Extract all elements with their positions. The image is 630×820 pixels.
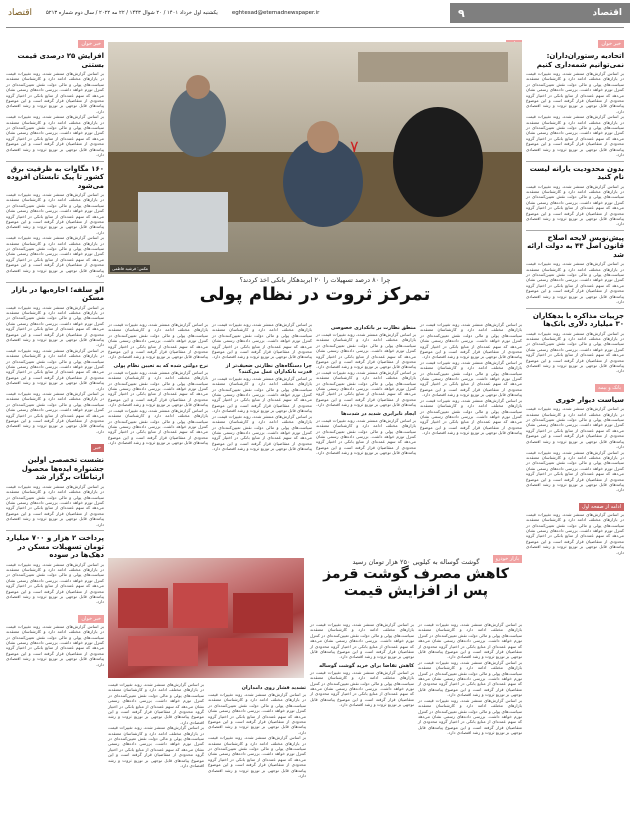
top-story-sub-4: ایجاد نابرابری شدید در شدت‌ها (341, 410, 416, 417)
bank-scene-illustration (108, 42, 522, 274)
top-story-body-1b: بر اساس گزارش‌های منتشر شده، روند تغییرات قیمت در بازارهای مختلف ادامه دارد و کارشناسان معتقدند سیاست‌های پولی و مالی دولت نقش تعیین‌کننده‌ای در کنترل تورم خواهد داشت. بررسی داده‌های رسمی نشان می‌دهد که سهم عمده‌ای از منابع بانکی در اختیار گروه محدودی از متقاضیان قرار گرفته است و این موضوع پیامدهای قابل توجهی بر توزیع ثروت و رشد اقتصادی دارد. (420, 359, 522, 398)
meat-story-body-3: بر اساس گزارش‌های منتشر شده، روند تغییرات قیمت در بازارهای مختلف ادامه دارد و کارشناسان معتقدند سیاست‌های پولی و مالی دولت نقش تعیین‌کننده‌ای در کنترل تورم خواهد داشت. بررسی داده‌های رسمی نشان می‌دهد که سهم عمده‌ای از منابع بانکی در اختیار گروه محدودی از متقاضیان قرار گرفته است و این موضوع پیامدهای قابل توجهی بر توزیع ثروت و رشد اقتصادی دارد. (208, 692, 306, 735)
top-story-col-2 (316, 322, 416, 554)
meat-story-kicker: گوشت گوساله به کیلویی ۲۵۰ هزار تومان رسید (352, 558, 480, 566)
left-body-5: بر اساس گزارش‌های منتشر شده، روند تغییرات قیمت در بازارهای مختلف ادامه دارد و کارشناسان معتقدند سیاست‌های پولی و مالی دولت نقش تعیین‌کننده‌ای در کنترل تورم خواهد داشت. بررسی داده‌های رسمی نشان می‌دهد که سهم عمده‌ای از منابع بانکی در اختیار گروه محدودی از متقاضیان قرار گرفته است و این موضوع پیامدهای قابل توجهی بر توزیع ثروت و رشد اقتصادی دارد. (6, 561, 104, 605)
meat-story-col-4 (108, 682, 204, 814)
right-headline-3: پیش‌نویس لایحه اصلاح قانون اصل ۴۴ به دولت ارائه شد (527, 233, 624, 259)
top-story-body-3c: بر اساس گزارش‌های منتشر شده، روند تغییرات قیمت در بازارهای مختلف ادامه دارد و کارشناسان معتقدند سیاست‌های پولی و مالی دولت نقش تعیین‌کننده‌ای در کنترل تورم خواهد داشت. بررسی داده‌های رسمی نشان می‌دهد که سهم عمده‌ای از منابع بانکی در اختیار گروه محدودی از متقاضیان قرار گرفته است و این موضوع پیامدهای قابل توجهی بر توزیع ثروت و رشد اقتصادی دارد. (212, 413, 312, 452)
divider (526, 230, 624, 231)
top-story-sub-3: نرخ دولتی شده که به تعیین نظام پولی (113, 362, 208, 369)
left-column (6, 30, 104, 815)
section-title: اقتصاد (592, 8, 622, 18)
meat-story-headline-1: کاهش مصرف گوشت قرمز (323, 566, 509, 582)
top-rule (6, 27, 624, 28)
left-headline-5: پرداخت ۲ هزار و ۷۰۰ میلیارد تومان تسهیلات مسکن در دهک‌ها در سوده (6, 534, 104, 559)
divider (6, 282, 104, 283)
meat-story-body-1: بر اساس گزارش‌های منتشر شده، روند تغییرات قیمت در بازارهای مختلف ادامه دارد و کارشناسان معتقدند سیاست‌های پولی و مالی دولت نقش تعیین‌کننده‌ای در کنترل تورم خواهد داشت. بررسی داده‌های رسمی نشان می‌دهد که سهم عمده‌ای از منابع بانکی در اختیار گروه محدودی از متقاضیان قرار گرفته است و این موضوع پیامدهای قابل توجهی بر توزیع ثروت و رشد اقتصادی دارد. (418, 622, 522, 660)
meat-story-body-4b: بر اساس گزارش‌های منتشر شده، روند تغییرات قیمت در بازارهای مختلف ادامه دارد و کارشناسان معتقدند سیاست‌های پولی و مالی دولت نقش تعیین‌کننده‌ای در کنترل تورم خواهد داشت. بررسی داده‌های رسمی نشان می‌دهد که سهم عمده‌ای از منابع بانکی در اختیار گروه محدودی از متقاضیان قرار گرفته است و این موضوع پیامدهای قابل توجهی بر توزیع ثروت و رشد اقتصادی دارد. (108, 725, 204, 769)
top-story-body-3: بر اساس گزارش‌های منتشر شده، روند تغییرات قیمت در بازارهای مختلف ادامه دارد و کارشناسان معتقدند سیاست‌های پولی و مالی دولت نقش تعیین‌کننده‌ای در کنترل تورم خواهد داشت. بررسی داده‌های رسمی نشان می‌دهد که سهم عمده‌ای از منابع بانکی در اختیار گروه محدودی از متقاضیان قرار گرفته است و این موضوع پیامدهای قابل توجهی بر توزیع ثروت و رشد اقتصادی دارد. (212, 322, 312, 360)
right-headline-4: جزییات مذاکره با بدهکاران ۳۰ میلیارد دلاری بانک‌ها (532, 311, 624, 328)
meat-story-body-1c: بر اساس گزارش‌های منتشر شده، روند تغییرات قیمت در بازارهای مختلف ادامه دارد و کارشناسان معتقدند سیاست‌های پولی و مالی دولت نقش تعیین‌کننده‌ای در کنترل تورم خواهد داشت. بررسی داده‌های رسمی نشان می‌دهد که سهم عمده‌ای از منابع بانکی در اختیار گروه محدودی از متقاضیان قرار گرفته است و این موضوع پیامدهای قابل توجهی بر توزیع ثروت و رشد اقتصادی دارد. (418, 697, 522, 736)
right-body-5: بر اساس گزارش‌های منتشر شده، روند تغییرات قیمت در بازارهای مختلف ادامه دارد و کارشناسان معتقدند سیاست‌های پولی و مالی دولت نقش تعیین‌کننده‌ای در کنترل تورم خواهد داشت. بررسی داده‌های رسمی نشان می‌دهد که سهم عمده‌ای از منابع بانکی در اختیار گروه محدودی از متقاضیان قرار گرفته است و این موضوع پیامدهای قابل توجهی بر توزیع ثروت و رشد اقتصادی دارد. (526, 406, 624, 450)
divider (6, 161, 104, 162)
left-body-3b: بر اساس گزارش‌های منتشر شده، روند تغییرات قیمت در بازارهای مختلف ادامه دارد و کارشناسان معتقدند سیاست‌های پولی و مالی دولت نقش تعیین‌کننده‌ای در کنترل تورم خواهد داشت. بررسی داده‌های رسمی نشان می‌دهد که سهم عمده‌ای از منابع بانکی در اختیار گروه محدودی از متقاضیان قرار گرفته است و این موضوع پیامدهای قابل توجهی بر توزیع ثروت و رشد اقتصادی دارد. (6, 347, 104, 391)
divider (526, 161, 624, 162)
meat-story-body-2b: بر اساس گزارش‌های منتشر شده، روند تغییرات قیمت در بازارهای مختلف ادامه دارد و کارشناسان معتقدند سیاست‌های پولی و مالی دولت نقش تعیین‌کننده‌ای در کنترل تورم خواهد داشت. بررسی داده‌های رسمی نشان می‌دهد که سهم عمده‌ای از منابع بانکی در اختیار گروه محدودی از متقاضیان قرار گرفته است و این موضوع پیامدهای قابل توجهی بر توزیع ثروت و رشد اقتصادی دارد. (310, 669, 414, 708)
right-body-2: بر اساس گزارش‌های منتشر شده، روند تغییرات قیمت در بازارهای مختلف ادامه دارد و کارشناسان معتقدند سیاست‌های پولی و مالی دولت نقش تعیین‌کننده‌ای در کنترل تورم خواهد داشت. بررسی داده‌های رسمی نشان می‌دهد که سهم عمده‌ای از منابع بانکی در اختیار گروه محدودی از متقاضیان قرار گرفته است و این موضوع پیامدهای قابل توجهی بر توزیع ثروت و رشد اقتصادی دارد. (526, 183, 624, 227)
meat-story-body-4: بر اساس گزارش‌های منتشر شده، روند تغییرات قیمت در بازارهای مختلف ادامه دارد و کارشناسان معتقدند سیاست‌های پولی و مالی دولت نقش تعیین‌کننده‌ای در کنترل تورم خواهد داشت. بررسی داده‌های رسمی نشان می‌دهد که سهم عمده‌ای از منابع بانکی در اختیار گروه محدودی از متقاضیان قرار گرفته است و این موضوع پیامدهای قابل توجهی بر توزیع ثروت و رشد اقتصادی دارد. (108, 682, 204, 725)
right-body-4: بر اساس گزارش‌های منتشر شده، روند تغییرات قیمت در بازارهای مختلف ادامه دارد و کارشناسان معتقدند سیاست‌های پولی و مالی دولت نقش تعیین‌کننده‌ای در کنترل تورم خواهد داشت. بررسی داده‌های رسمی نشان می‌دهد که سهم عمده‌ای از منابع بانکی در اختیار گروه محدودی از متقاضیان قرار گرفته است و این موضوع پیامدهای قابل توجهی بر توزیع ثروت و رشد اقتصادی دارد. (526, 330, 624, 374)
divider (6, 530, 104, 531)
right-body-3: بر اساس گزارش‌های منتشر شده، روند تغییرات قیمت در بازارهای مختلف ادامه دارد و کارشناسان معتقدند سیاست‌های پولی و مالی دولت نقش تعیین‌کننده‌ای در کنترل تورم خواهد داشت. بررسی داده‌های رسمی نشان می‌دهد که سهم عمده‌ای از منابع بانکی در اختیار گروه محدودی از متقاضیان قرار گرفته است و این موضوع پیامدهای قابل توجهی بر توزیع ثروت و رشد اقتصادی دارد. (526, 261, 624, 305)
right-headline-2: بدون محدودیت یارانه لیست نام کنید (529, 164, 624, 181)
left-tag-2: خبر (91, 444, 104, 452)
section-banner (450, 3, 630, 23)
left-body-2b: بر اساس گزارش‌های منتشر شده، روند تغییرات قیمت در بازارهای مختلف ادامه دارد و کارشناسان معتقدند سیاست‌های پولی و مالی دولت نقش تعیین‌کننده‌ای در کنترل تورم خواهد داشت. بررسی داده‌های رسمی نشان می‌دهد که سهم عمده‌ای از منابع بانکی در اختیار گروه محدودی از متقاضیان قرار گرفته است و این موضوع پیامدهای قابل توجهی بر توزیع ثروت و رشد اقتصادی دارد. (6, 235, 104, 279)
right-tag-1: خبر خوان (598, 40, 624, 48)
svg-text:۷: ۷ (350, 137, 359, 156)
meat-story-body-3b: بر اساس گزارش‌های منتشر شده، روند تغییرات قیمت در بازارهای مختلف ادامه دارد و کارشناسان معتقدند سیاست‌های پولی و مالی دولت نقش تعیین‌کننده‌ای در کنترل تورم خواهد داشت. بررسی داده‌های رسمی نشان می‌دهد که سهم عمده‌ای از منابع بانکی در اختیار گروه محدودی از متقاضیان قرار گرفته است و این موضوع پیامدهای قابل توجهی بر توزیع ثروت و رشد اقتصادی دارد. (208, 735, 306, 779)
top-story-photo (108, 42, 522, 274)
top-story-col-1 (420, 322, 522, 554)
left-body-1b: بر اساس گزارش‌های منتشر شده، روند تغییرات قیمت در بازارهای مختلف ادامه دارد و کارشناسان معتقدند سیاست‌های پولی و مالی دولت نقش تعیین‌کننده‌ای در کنترل تورم خواهد داشت. بررسی داده‌های رسمی نشان می‌دهد که سهم عمده‌ای از منابع بانکی در اختیار گروه محدودی از متقاضیان قرار گرفته است و این موضوع پیامدهای قابل توجهی بر توزیع ثروت و رشد اقتصادی دارد. (6, 114, 104, 158)
top-story-tag-wrap (500, 30, 522, 40)
top-story-body-1: بر اساس گزارش‌های منتشر شده، روند تغییرات قیمت در بازارهای مختلف ادامه دارد و کارشناسان معتقدند سیاست‌های پولی و مالی دولت نقش تعیین‌کننده‌ای در کنترل تورم خواهد داشت. بررسی داده‌های رسمی نشان می‌دهد که سهم عمده‌ای از منابع بانکی در اختیار گروه محدودی از متقاضیان قرار گرفته است و این موضوع پیامدهای قابل توجهی بر توزیع ثروت و رشد اقتصادی دارد. (420, 322, 522, 360)
left-body-3c: بر اساس گزارش‌های منتشر شده، روند تغییرات قیمت در بازارهای مختلف ادامه دارد و کارشناسان معتقدند سیاست‌های پولی و مالی دولت نقش تعیین‌کننده‌ای در کنترل تورم خواهد داشت. بررسی داده‌های رسمی نشان می‌دهد که سهم عمده‌ای از منابع بانکی در اختیار گروه محدودی از متقاضیان قرار گرفته است و این موضوع پیامدهای قابل توجهی بر توزیع ثروت و رشد اقتصادی دارد. (6, 391, 104, 434)
meat-story-col-3 (208, 682, 306, 814)
right-body-1: بر اساس گزارش‌های منتشر شده، روند تغییرات قیمت در بازارهای مختلف ادامه دارد و کارشناسان معتقدند سیاست‌های پولی و مالی دولت نقش تعیین‌کننده‌ای در کنترل تورم خواهد داشت. بررسی داده‌های رسمی نشان می‌دهد که سهم عمده‌ای از منابع بانکی در اختیار گروه محدودی از متقاضیان قرار گرفته است و این موضوع پیامدهای قابل توجهی بر توزیع ثروت و رشد اقتصادی دارد. (526, 71, 624, 114)
top-story-body-1c: بر اساس گزارش‌های منتشر شده، روند تغییرات قیمت در بازارهای مختلف ادامه دارد و کارشناسان معتقدند سیاست‌های پولی و مالی دولت نقش تعیین‌کننده‌ای در کنترل تورم خواهد داشت. بررسی داده‌های رسمی نشان می‌دهد که سهم عمده‌ای از منابع بانکی در اختیار گروه محدودی از متقاضیان قرار گرفته است و این موضوع پیامدهای قابل توجهی بر توزیع ثروت و رشد اقتصادی دارد. (420, 397, 522, 436)
top-story-body-3b: بر اساس گزارش‌های منتشر شده، روند تغییرات قیمت در بازارهای مختلف ادامه دارد و کارشناسان معتقدند سیاست‌های پولی و مالی دولت نقش تعیین‌کننده‌ای در کنترل تورم خواهد داشت. بررسی داده‌های رسمی نشان می‌دهد که سهم عمده‌ای از منابع بانکی در اختیار گروه محدودی از متقاضیان قرار گرفته است و این موضوع پیامدهای قابل توجهی بر توزیع ثروت و رشد اقتصادی دارد. (212, 375, 312, 414)
right-tag-2: بانک و بیمه (595, 384, 624, 392)
top-story-body-2: بر اساس گزارش‌های منتشر شده، روند تغییرات قیمت در بازارهای مختلف ادامه دارد و کارشناسان معتقدند سیاست‌های پولی و مالی دولت نقش تعیین‌کننده‌ای در کنترل تورم خواهد داشت. بررسی داده‌های رسمی نشان می‌دهد که سهم عمده‌ای از منابع بانکی در اختیار گروه محدودی از متقاضیان قرار گرفته است و این موضوع پیامدهای قابل توجهی بر توزیع ثروت و رشد اقتصادی دارد. (316, 332, 416, 370)
right-headline-1: اتحادیه رستوران‌داران: نمی‌توانیم شمه‌داری کنیم (536, 52, 624, 69)
page-number: ۹ (458, 6, 465, 20)
top-story-col-4 (108, 322, 208, 554)
meat-story-sub-2: کاهش تقاضا برای خرید گوشت گوساله (319, 662, 414, 669)
top-story-body-2c: بر اساس گزارش‌های منتشر شده، روند تغییرات قیمت در بازارهای مختلف ادامه دارد و کارشناسان معتقدند سیاست‌های پولی و مالی دولت نقش تعیین‌کننده‌ای در کنترل تورم خواهد داشت. بررسی داده‌های رسمی نشان می‌دهد که سهم عمده‌ای از منابع بانکی در اختیار گروه محدودی از متقاضیان قرار گرفته است و این موضوع پیامدهای قابل توجهی بر توزیع ثروت و رشد اقتصادی دارد. (316, 417, 416, 456)
left-body-3: بر اساس گزارش‌های منتشر شده، روند تغییرات قیمت در بازارهای مختلف ادامه دارد و کارشناسان معتقدند سیاست‌های پولی و مالی دولت نقش تعیین‌کننده‌ای در کنترل تورم خواهد داشت. بررسی داده‌های رسمی نشان می‌دهد که سهم عمده‌ای از منابع بانکی در اختیار گروه محدودی از متقاضیان قرار گرفته است و این موضوع پیامدهای قابل توجهی بر توزیع ثروت و رشد اقتصادی دارد. (6, 304, 104, 348)
meat-story-tag-wrap (488, 545, 522, 562)
top-story-body-4: بر اساس گزارش‌های منتشر شده، روند تغییرات قیمت در بازارهای مختلف ادامه دارد و کارشناسان معتقدند سیاست‌های پولی و مالی دولت نقش تعیین‌کننده‌ای در کنترل تورم خواهد داشت. بررسی داده‌های رسمی نشان می‌دهد که سهم عمده‌ای از منابع بانکی در اختیار گروه محدودی از متقاضیان قرار گرفته است و این موضوع پیامدهای قابل توجهی بر توزیع ثروت و رشد اقتصادی دارد. (108, 322, 208, 360)
left-body-6: بر اساس گزارش‌های منتشر شده، روند تغییرات قیمت در بازارهای مختلف ادامه دارد و کارشناسان معتقدند سیاست‌های پولی و مالی دولت نقش تعیین‌کننده‌ای در کنترل تورم خواهد داشت. بررسی داده‌های رسمی نشان می‌دهد که سهم عمده‌ای از منابع بانکی در اختیار گروه محدودی از متقاضیان قرار گرفته است و این موضوع پیامدهای قابل توجهی بر توزیع ثروت و رشد اقتصادی دارد. (6, 623, 104, 667)
meat-story-tag: بازار خودرو (493, 555, 522, 563)
right-tag-3: ادامه از صفحه اول (579, 503, 624, 511)
meat-story-col-2 (310, 622, 414, 814)
top-story-headline: تمرکز ثروت در نظام پولی (199, 284, 431, 305)
left-tag-1: خبر خوان (78, 40, 104, 48)
left-headline-3: الو سلفه؛ اجاره‌بها در بازار مسکن (11, 285, 104, 302)
meat-story-sub-1: تشدید فشار روی دامداران (241, 685, 306, 691)
left-headline-4: نشست تخصصی اولین جشنواره ایده‌ها محصول ارتباطات برگزار شد (21, 456, 104, 482)
top-story-sub-2: چرا دستگاه‌های نظارتی ضعیف‌تر از قدرت بانکداران عمل می‌کنند؟ (225, 362, 312, 375)
meat-story-body-1b: بر اساس گزارش‌های منتشر شده، روند تغییرات قیمت در بازارهای مختلف ادامه دارد و کارشناسان معتقدند سیاست‌های پولی و مالی دولت نقش تعیین‌کننده‌ای در کنترل تورم خواهد داشت. بررسی داده‌های رسمی نشان می‌دهد که سهم عمده‌ای از منابع بانکی در اختیار گروه محدودی از متقاضیان قرار گرفته است و این موضوع پیامدهای قابل توجهی بر توزیع ثروت و رشد اقتصادی دارد. (418, 659, 522, 698)
meat-story-headline-2: پس از افزایش قیمت (343, 583, 489, 599)
top-story-body-4c: بر اساس گزارش‌های منتشر شده، روند تغییرات قیمت در بازارهای مختلف ادامه دارد و کارشناسان معتقدند سیاست‌های پولی و مالی دولت نقش تعیین‌کننده‌ای در کنترل تورم خواهد داشت. بررسی داده‌های رسمی نشان می‌دهد که سهم عمده‌ای از منابع بانکی در اختیار گروه محدودی از متقاضیان قرار گرفته است و این موضوع پیامدهای قابل توجهی بر توزیع ثروت و رشد اقتصادی دارد. (108, 407, 208, 446)
meat-photo (108, 558, 304, 678)
left-tag-3: خبر خوان (78, 615, 104, 623)
left-body-2: بر اساس گزارش‌های منتشر شده، روند تغییرات قیمت در بازارهای مختلف ادامه دارد و کارشناسان معتقدند سیاست‌های پولی و مالی دولت نقش تعیین‌کننده‌ای در کنترل تورم خواهد داشت. بررسی داده‌های رسمی نشان می‌دهد که سهم عمده‌ای از منابع بانکی در اختیار گروه محدودی از متقاضیان قرار گرفته است و این موضوع پیامدهای قابل توجهی بر توزیع ثروت و رشد اقتصادی دارد. (6, 192, 104, 235)
meat-story-body-2: بر اساس گزارش‌های منتشر شده، روند تغییرات قیمت در بازارهای مختلف ادامه دارد و کارشناسان معتقدند سیاست‌های پولی و مالی دولت نقش تعیین‌کننده‌ای در کنترل تورم خواهد داشت. بررسی داده‌های رسمی نشان می‌دهد که سهم عمده‌ای از منابع بانکی در اختیار گروه محدودی از متقاضیان قرار گرفته است و این موضوع پیامدهای قابل توجهی بر توزیع ثروت و رشد اقتصادی دارد. (310, 622, 414, 660)
right-body-6: بر اساس گزارش‌های منتشر شده، روند تغییرات قیمت در بازارهای مختلف ادامه دارد و کارشناسان معتقدند سیاست‌های پولی و مالی دولت نقش تعیین‌کننده‌ای در کنترل تورم خواهد داشت. بررسی داده‌های رسمی نشان می‌دهد که سهم عمده‌ای از منابع بانکی در اختیار گروه محدودی از متقاضیان قرار گرفته است و این موضوع پیامدهای قابل توجهی بر توزیع ثروت و رشد اقتصادی دارد. (526, 511, 624, 555)
right-column (526, 30, 624, 815)
date-line: یکشنبه اول خرداد ۱۴۰۱ / ۲۰ شوال ۱۴۴۳ / ۲۲ مه ۲۰۲۲ / سال دوم شماره ۵۲۱۳ (46, 10, 218, 16)
top-story-sub-1: منطق نظارت بر بانکداری خصوصی (330, 325, 416, 331)
right-body-1b: بر اساس گزارش‌های منتشر شده، روند تغییرات قیمت در بازارهای مختلف ادامه دارد و کارشناسان معتقدند سیاست‌های پولی و مالی دولت نقش تعیین‌کننده‌ای در کنترل تورم خواهد داشت. بررسی داده‌های رسمی نشان می‌دهد که سهم عمده‌ای از منابع بانکی در اختیار گروه محدودی از متقاضیان قرار گرفته است و این موضوع پیامدهای قابل توجهی بر توزیع ثروت و رشد اقتصادی دارد. (526, 114, 624, 158)
top-story-body-2b: بر اساس گزارش‌های منتشر شده، روند تغییرات قیمت در بازارهای مختلف ادامه دارد و کارشناسان معتقدند سیاست‌های پولی و مالی دولت نقش تعیین‌کننده‌ای در کنترل تورم خواهد داشت. بررسی داده‌های رسمی نشان می‌دهد که سهم عمده‌ای از منابع بانکی در اختیار گروه محدودی از متقاضیان قرار گرفته است و این موضوع پیامدهای قابل توجهی بر توزیع ثروت و رشد اقتصادی دارد. (316, 369, 416, 408)
newspaper-logo: اقتصاد (7, 8, 33, 18)
top-story-col-3 (212, 322, 312, 554)
right-body-5b: بر اساس گزارش‌های منتشر شده، روند تغییرات قیمت در بازارهای مختلف ادامه دارد و کارشناسان معتقدند سیاست‌های پولی و مالی دولت نقش تعیین‌کننده‌ای در کنترل تورم خواهد داشت. بررسی داده‌های رسمی نشان می‌دهد که سهم عمده‌ای از منابع بانکی در اختیار گروه محدودی از متقاضیان قرار گرفته است و این موضوع پیامدهای قابل توجهی بر توزیع ثروت و رشد اقتصادی دارد. (526, 449, 624, 493)
top-story-body-4b: بر اساس گزارش‌های منتشر شده، روند تغییرات قیمت در بازارهای مختلف ادامه دارد و کارشناسان معتقدند سیاست‌های پولی و مالی دولت نقش تعیین‌کننده‌ای در کنترل تورم خواهد داشت. بررسی داده‌های رسمی نشان می‌دهد که سهم عمده‌ای از منابع بانکی در اختیار گروه محدودی از متقاضیان قرار گرفته است و این موضوع پیامدهای قابل توجهی بر توزیع ثروت و رشد اقتصادی دارد. (108, 369, 208, 408)
left-body-4: بر اساس گزارش‌های منتشر شده، روند تغییرات قیمت در بازارهای مختلف ادامه دارد و کارشناسان معتقدند سیاست‌های پولی و مالی دولت نقش تعیین‌کننده‌ای در کنترل تورم خواهد داشت. بررسی داده‌های رسمی نشان می‌دهد که سهم عمده‌ای از منابع بانکی در اختیار گروه محدودی از متقاضیان قرار گرفته است و این موضوع پیامدهای قابل توجهی بر توزیع ثروت و رشد اقتصادی دارد. (6, 483, 104, 527)
top-story-headline-block (108, 276, 522, 320)
left-headline-2: ۱۶۰ مگاوات به ظرفیت برق کشور تا پیک تابستان افزوده می‌شود (6, 164, 104, 190)
top-story-kicker: چرا ۸۰ درصد تسهیلات را ۲۰ ابربدهکار بانکی اخذ کردند؟ (239, 276, 391, 284)
photo-credit: عکس: فرشید فاطمی (112, 266, 149, 271)
left-headline-1: افزایش ۲۵ درصدی قیمت بستنی (17, 52, 104, 69)
meat-story-col-1 (418, 622, 522, 814)
contact-email: eghtesad@etemadnewspaper.ir (231, 10, 320, 16)
right-headline-5: سیاست دیوار خوری (555, 395, 624, 404)
divider (526, 308, 624, 309)
left-body-1: بر اساس گزارش‌های منتشر شده، روند تغییرات قیمت در بازارهای مختلف ادامه دارد و کارشناسان معتقدند سیاست‌های پولی و مالی دولت نقش تعیین‌کننده‌ای در کنترل تورم خواهد داشت. بررسی داده‌های رسمی نشان می‌دهد که سهم عمده‌ای از منابع بانکی در اختیار گروه محدودی از متقاضیان قرار گرفته است و این موضوع پیامدهای قابل توجهی بر توزیع ثروت و رشد اقتصادی دارد. (6, 71, 104, 114)
masthead (0, 0, 630, 26)
meat-story-headline-block (310, 558, 522, 620)
meat-display-illustration (108, 558, 304, 678)
